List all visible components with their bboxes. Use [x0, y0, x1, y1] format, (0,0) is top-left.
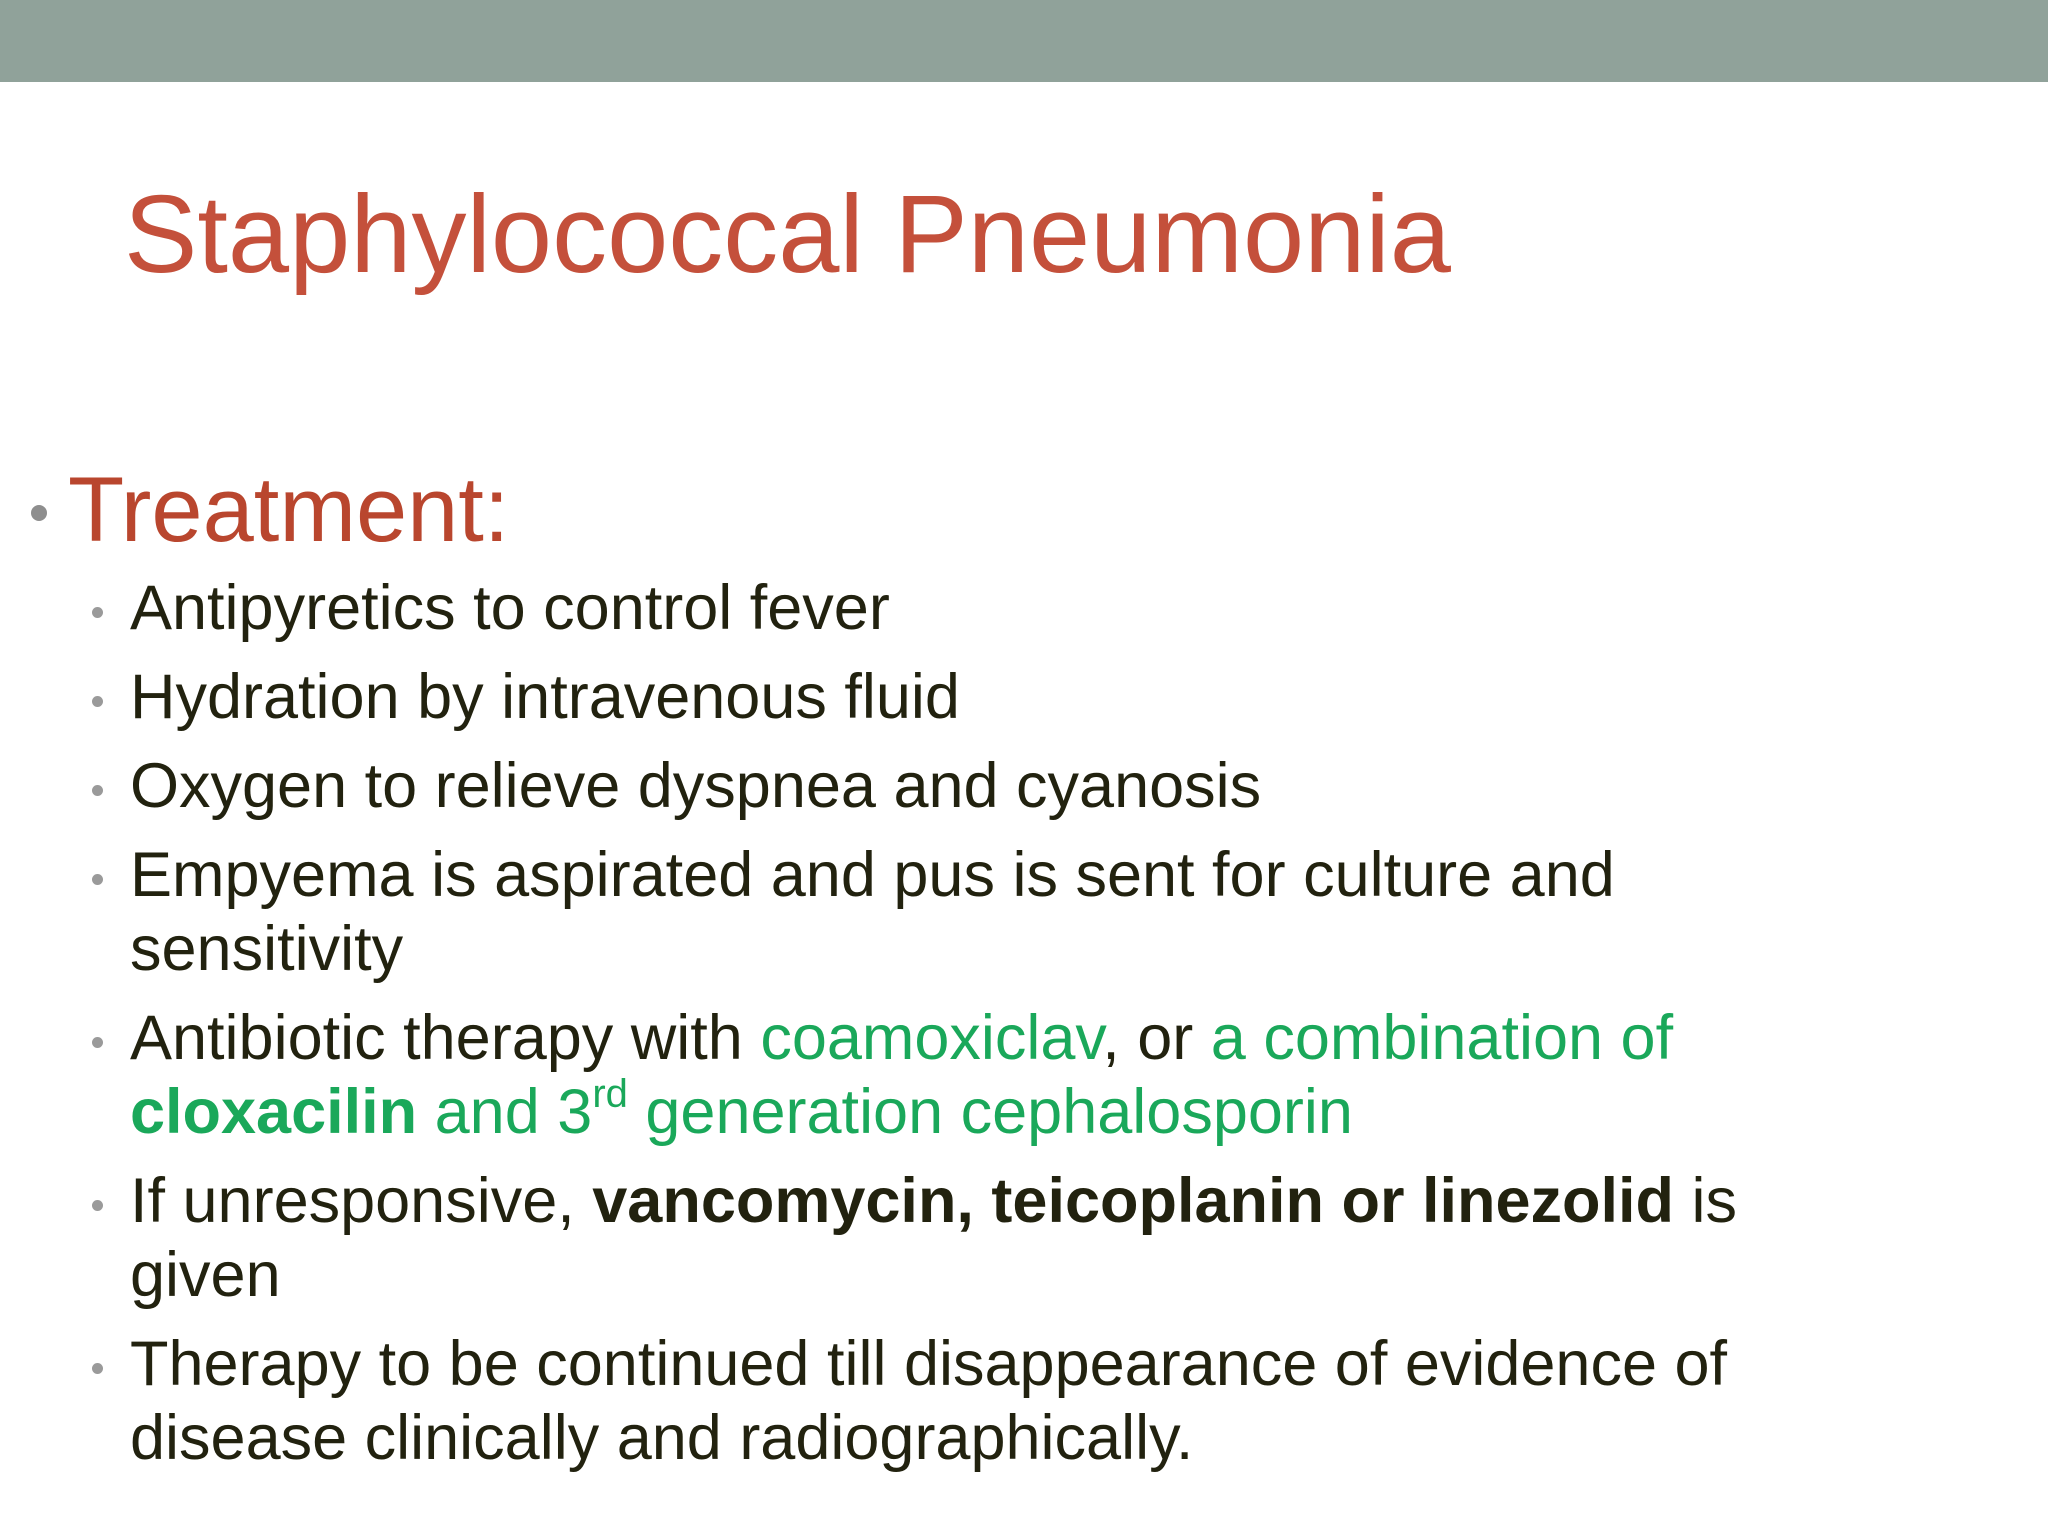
antibiotic-tail: generation cephalosporin	[627, 1077, 1353, 1147]
alternative-drugs: vancomycin, teicoplanin or linezolid	[592, 1166, 1674, 1236]
antibiotic-and: and 3	[417, 1077, 593, 1147]
combination-phrase: a combination of	[1210, 1003, 1674, 1073]
list-item-text	[130, 1327, 2030, 1475]
unresponsive-line-2: given	[130, 1240, 281, 1310]
drug-cloxacilin: cloxacilin	[130, 1077, 418, 1147]
list-item-therapy-duration	[0, 1327, 2048, 1475]
bullet-dot-icon	[92, 696, 103, 707]
list-item-unresponsive	[0, 1164, 2048, 1312]
bullet-dot-icon	[92, 874, 103, 885]
bullet-dot-icon	[92, 785, 103, 796]
treatment-bullet	[0, 455, 2048, 575]
list-item-oxygen	[0, 749, 2048, 823]
therapy-line-1: Therapy to be continued till disappearance of evidence of	[130, 1329, 1728, 1399]
ordinal-superscript: rd	[592, 1072, 628, 1116]
list-item-text	[130, 1164, 2030, 1312]
top-bar	[0, 0, 2048, 82]
bullet-dot-icon	[92, 607, 103, 618]
therapy-line-2: disease clinically and radiographically.	[130, 1403, 1194, 1473]
bullet-dot-icon	[92, 1363, 103, 1374]
treatment-list	[0, 571, 2048, 1490]
empyema-line-1: Empyema is aspirated and pus is sent for culture and	[130, 840, 1615, 910]
bullet-dot-icon	[31, 505, 47, 521]
bullet-dot-icon	[92, 1200, 103, 1211]
list-item-hydration	[0, 660, 2048, 734]
antibiotic-prefix: Antibiotic therapy with	[130, 1003, 761, 1073]
unresponsive-prefix: If unresponsive,	[130, 1166, 593, 1236]
list-item-antipyretics	[0, 571, 2048, 645]
drug-coamoxiclav: coamoxiclav	[760, 1003, 1103, 1073]
list-item-text: Oxygen to relieve dyspnea and cyanosis	[130, 751, 1262, 821]
bullet-dot-icon	[92, 1037, 103, 1048]
antibiotic-separator: , or	[1102, 1003, 1211, 1073]
empyema-line-2: sensitivity	[130, 914, 404, 984]
unresponsive-suffix: is	[1673, 1166, 1737, 1236]
list-item-text: Antipyretics to control fever	[130, 573, 890, 643]
list-item-text	[130, 1001, 2030, 1149]
slide-title: Staphylococcal Pneumonia	[124, 173, 1451, 296]
list-item-text	[130, 838, 2030, 986]
list-item-text: Hydration by intravenous fluid	[130, 662, 960, 732]
slide-content	[0, 455, 2048, 1473]
treatment-heading: Treatment:	[68, 459, 510, 561]
list-item-antibiotic	[0, 1001, 2048, 1149]
list-item-empyema	[0, 838, 2048, 986]
